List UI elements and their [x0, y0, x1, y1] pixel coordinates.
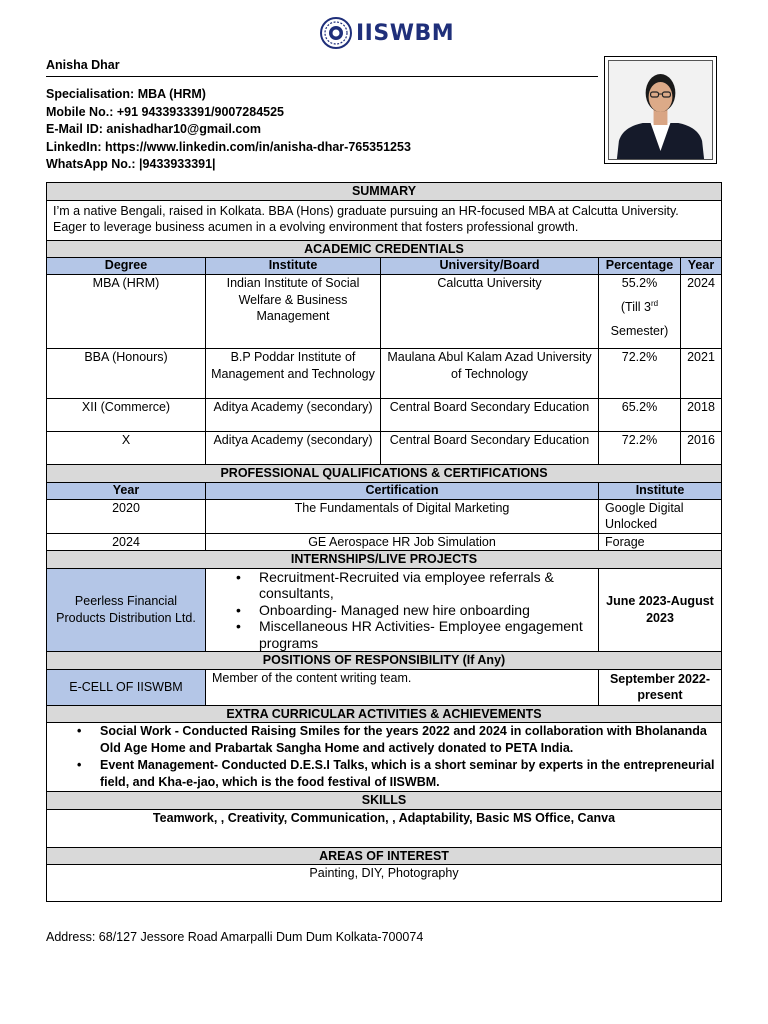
cert-name-cell: GE Aerospace HR Job Simulation	[206, 533, 599, 551]
institute-cell: Aditya Academy (secondary)	[206, 399, 381, 432]
year-cell: 2021	[681, 349, 722, 399]
skills-heading: SKILLS	[47, 792, 722, 810]
position-row	[47, 669, 722, 705]
email-address: E-Mail ID: anishadhar10@gmail.com	[46, 122, 262, 137]
academic-col-percentage: Percentage	[599, 258, 681, 275]
cert-col-year: Year	[47, 482, 206, 499]
mobile-number: Mobile No.: +91 9433933391/9007284525	[46, 104, 285, 119]
photo-frame	[608, 60, 713, 160]
degree-cell: MBA (HRM)	[47, 275, 206, 349]
year-cell: 2024	[681, 275, 722, 349]
year-cell: 2018	[681, 399, 722, 432]
interests-text: Painting, DIY, Photography	[47, 865, 722, 902]
percentage-cell: 72.2%	[599, 432, 681, 465]
contact-header	[46, 58, 598, 174]
academic-col-degree: Degree	[47, 258, 206, 275]
degree-cell: BBA (Honours)	[47, 349, 206, 399]
certifications-heading: PROFESSIONAL QUALIFICATIONS & CERTIFICATIONS	[47, 465, 722, 483]
percentage-cell: 65.2%	[599, 399, 681, 432]
degree-cell: XII (Commerce)	[47, 399, 206, 432]
cert-col-institute: Institute	[599, 482, 722, 499]
cert-institute-cell: Forage	[599, 533, 722, 551]
cert-institute-cell: Google Digital Unlocked	[599, 499, 722, 533]
extra-heading: EXTRA CURRICULAR ACTIVITIES & ACHIEVEMENTS	[47, 705, 722, 723]
cert-col-certification: Certification	[206, 482, 599, 499]
academic-col-institute: Institute	[206, 258, 381, 275]
iiswbm-logo	[320, 17, 454, 49]
academic-heading: ACADEMIC CREDENTIALS	[47, 240, 722, 258]
academic-col-board: University/Board	[381, 258, 599, 275]
board-cell: Calcutta University	[381, 275, 599, 349]
position-role: Member of the content writing team.	[206, 669, 599, 705]
internship-responsibilities	[206, 568, 599, 652]
specialisation: Specialisation: MBA (HRM)	[46, 87, 206, 101]
certification-row	[47, 533, 722, 551]
percentage-value: 55.2%	[621, 276, 658, 290]
percentage-cell: 72.2%	[599, 349, 681, 399]
board-cell: Central Board Secondary Education	[381, 432, 599, 465]
whatsapp-number: WhatsApp No.: |9433933391|	[46, 157, 216, 172]
internship-duration: June 2023-August 2023	[599, 568, 722, 652]
cert-year-cell: 2024	[47, 533, 206, 551]
internship-list	[206, 569, 598, 652]
resume-table	[46, 182, 722, 902]
percentage-cell	[599, 275, 681, 349]
positions-heading: POSITIONS OF RESPONSIBILITY (If Any)	[47, 652, 722, 670]
institute-cell: Aditya Academy (secondary)	[206, 432, 381, 465]
institute-cell: Indian Institute of Social Welfare & Business Management	[206, 275, 381, 349]
internship-company: Peerless Financial Products Distribution Ltd.	[47, 568, 206, 652]
academic-row	[47, 399, 722, 432]
iiswbm-seal-icon	[320, 17, 352, 49]
contact-details	[46, 86, 598, 174]
person-portrait-icon	[609, 61, 712, 159]
board-cell: Central Board Secondary Education	[381, 399, 599, 432]
interests-heading: AREAS OF INTEREST	[47, 847, 722, 865]
academic-col-year: Year	[681, 258, 722, 275]
postal-address: Address: 68/127 Jessore Road Amarpalli Dum Dum Kolkata-700074	[46, 930, 424, 944]
linkedin-link[interactable]: LinkedIn: https://www.linkedin.com/in/anisha-dhar-765351253	[46, 139, 411, 154]
position-duration: September 2022-present	[599, 669, 722, 705]
internship-row	[47, 568, 722, 652]
extra-item: • Event Management- Conducted D.E.S.I Talks, which is a short seminar by experts in the entrepreneurial field, and Kha-e-jao, which is the food festival of IISWBM.	[47, 757, 721, 791]
certification-row	[47, 499, 722, 533]
academic-row	[47, 275, 722, 349]
internships-heading: INTERNSHIPS/LIVE PROJECTS	[47, 551, 722, 569]
extra-activities	[47, 723, 722, 792]
extra-item: • Social Work - Conducted Raising Smiles for the years 2022 and 2024 in collaboration with Bholananda Old Age Home and Prabartak Sangha Home and actively donated to PETA India.	[47, 723, 721, 757]
academic-row	[47, 432, 722, 465]
summary-heading: SUMMARY	[47, 183, 722, 201]
internship-item: • Onboarding- Managed new hire onboarding	[206, 602, 598, 619]
logo-wordmark: IISWBM	[356, 20, 455, 46]
percentage-note: (Till 3rd	[620, 298, 659, 314]
year-cell: 2016	[681, 432, 722, 465]
position-org: E-CELL OF IISWBM	[47, 669, 206, 705]
skills-text: Teamwork, , Creativity, Communication, , Adaptability, Basic MS Office, Canva	[47, 809, 722, 847]
academic-row	[47, 349, 722, 399]
institute-cell: B.P Poddar Institute of Management and Technology	[206, 349, 381, 399]
board-cell: Maulana Abul Kalam Azad University of Technology	[381, 349, 599, 399]
internship-item: • Recruitment-Recruited via employee referrals & consultants,	[206, 569, 598, 602]
profile-photo	[604, 56, 717, 164]
degree-cell: X	[47, 432, 206, 465]
summary-text: I’m a native Bengali, raised in Kolkata. BBA (Hons) graduate pursuing an HR-focused MBA at Calcutta University. Eager to leverage business acumen in a evolving environment that fosters professional growth.	[47, 200, 722, 240]
internship-item: • Miscellaneous HR Activities- Employee engagement programs	[206, 618, 598, 651]
extra-list	[47, 723, 721, 791]
cert-name-cell: The Fundamentals of Digital Marketing	[206, 499, 599, 533]
cert-year-cell: 2020	[47, 499, 206, 533]
percentage-note-continued: Semester)	[610, 323, 669, 338]
candidate-name: Anisha Dhar	[46, 58, 598, 77]
